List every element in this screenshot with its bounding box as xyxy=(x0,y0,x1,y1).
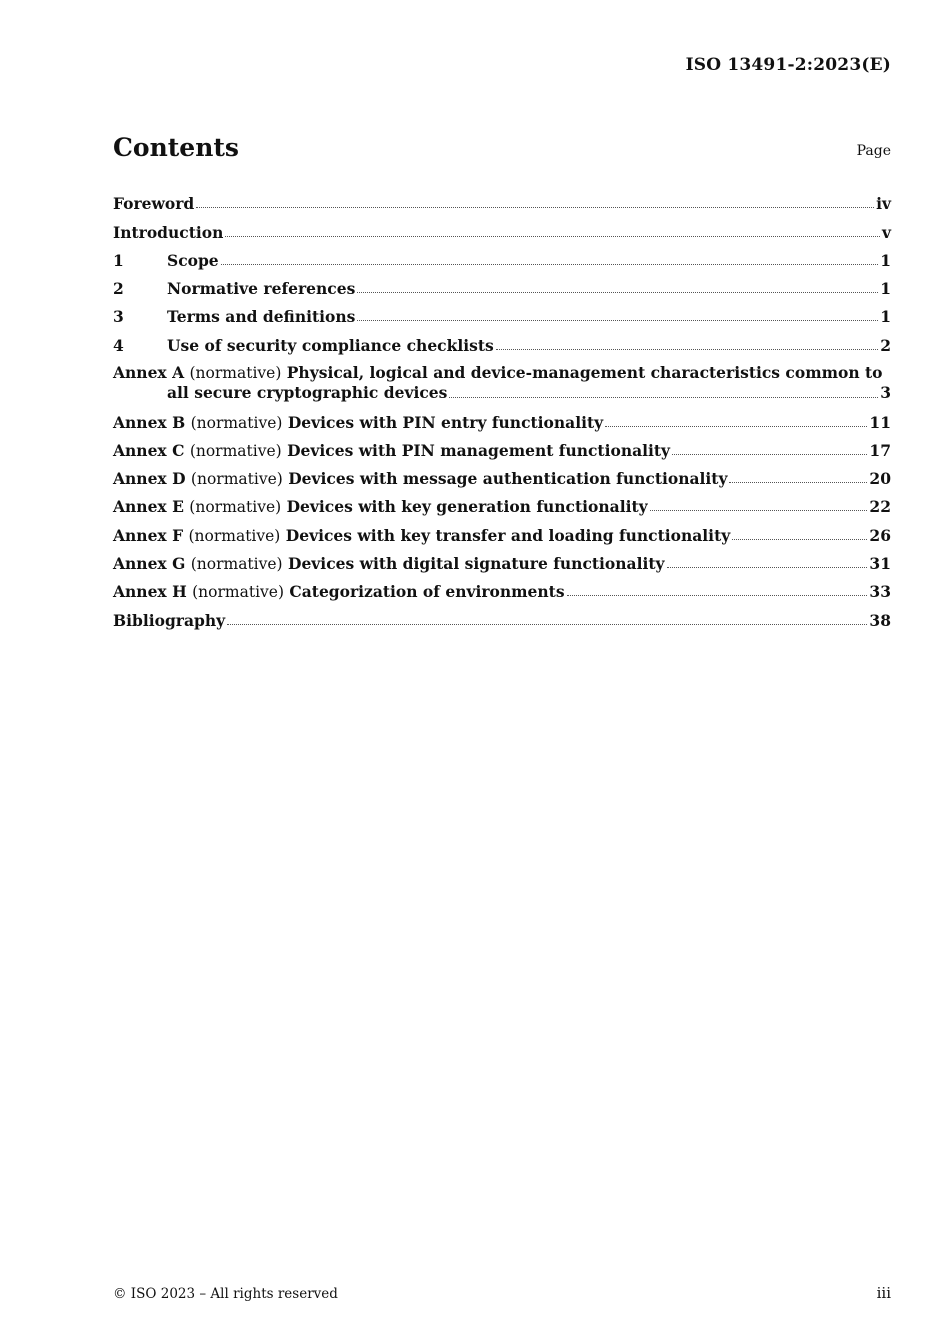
toc-entry-title[interactable]: Terms and definitions xyxy=(167,307,356,327)
toc-entry[interactable] xyxy=(113,403,891,431)
annex-qualifier: (normative) xyxy=(189,364,282,383)
toc-entry-page[interactable]: 3 xyxy=(880,383,891,403)
annex-label: Annex E xyxy=(113,497,184,517)
toc-entry-page[interactable]: 17 xyxy=(869,440,891,460)
toc-entry-title: Devices with digital signature functionality xyxy=(288,554,665,574)
toc-entry-number: 3 xyxy=(113,307,124,327)
dot-leader xyxy=(357,291,878,293)
toc-entry-page[interactable]: 1 xyxy=(880,279,891,299)
toc-entry-page[interactable]: 33 xyxy=(869,582,891,602)
toc-entry-page[interactable]: 38 xyxy=(869,610,891,630)
toc-entry-page[interactable]: iv xyxy=(876,194,891,214)
dot-leader xyxy=(496,348,878,350)
toc-entry-number: 4 xyxy=(113,335,124,355)
toc-entry[interactable] xyxy=(113,270,891,298)
toc-entry[interactable] xyxy=(113,355,891,404)
copyright-notice: © ISO 2023 – All rights reserved xyxy=(113,1286,338,1302)
toc-entry-title: Physical, logical and device-management characteristics common to xyxy=(286,363,883,383)
annex-qualifier: (normative) xyxy=(190,413,283,432)
toc-entry-page[interactable]: 2 xyxy=(880,335,891,355)
toc-entry[interactable] xyxy=(113,326,891,354)
toc-entry-title-line2 xyxy=(113,383,891,403)
dot-leader xyxy=(667,566,868,568)
toc-entry-title[interactable]: Scope xyxy=(167,250,219,270)
page-column-label: Page xyxy=(856,143,891,159)
dot-leader xyxy=(196,206,874,208)
toc-entry-page[interactable]: 31 xyxy=(869,554,891,574)
toc-entry[interactable] xyxy=(113,460,891,488)
toc-entry[interactable] xyxy=(113,601,891,629)
toc-entry-title-group[interactable] xyxy=(113,441,670,460)
dot-leader xyxy=(672,453,867,455)
toc-entry-number: 2 xyxy=(113,279,124,299)
toc-entry-page[interactable]: 11 xyxy=(869,412,891,432)
dot-leader xyxy=(605,425,867,427)
toc-entry-title-group[interactable] xyxy=(113,582,565,601)
toc-entry-title-group[interactable] xyxy=(113,526,730,545)
dot-leader xyxy=(650,509,868,511)
toc-entry[interactable] xyxy=(113,242,891,270)
toc-entry-page[interactable]: 1 xyxy=(880,307,891,327)
annex-label: Annex H xyxy=(113,582,187,602)
toc-entry[interactable] xyxy=(113,573,891,601)
dot-leader xyxy=(567,594,868,596)
dot-leader xyxy=(729,481,867,483)
annex-qualifier: (normative) xyxy=(190,555,283,574)
toc-entry[interactable] xyxy=(113,545,891,573)
toc-entry-title[interactable]: Foreword xyxy=(113,194,195,214)
toc-entry[interactable] xyxy=(113,298,891,326)
dot-leader xyxy=(357,319,878,321)
annex-label: Annex G xyxy=(113,554,186,574)
toc-entry-title: Devices with key transfer and loading functionality xyxy=(285,525,731,545)
page-number: iii xyxy=(876,1284,891,1302)
toc-entry-title: Devices with PIN entry functionality xyxy=(287,412,604,432)
toc-entry-title[interactable]: Normative references xyxy=(167,279,356,299)
annex-qualifier: (normative) xyxy=(192,583,284,602)
toc-entry-title[interactable]: Bibliography xyxy=(113,610,226,630)
toc-entry-page[interactable]: 1 xyxy=(880,250,891,270)
toc-entry-page[interactable]: 26 xyxy=(869,525,891,545)
annex-label: Annex F xyxy=(113,525,184,545)
toc-entry-title-group[interactable] xyxy=(113,469,727,488)
toc-entry-title-line1 xyxy=(113,363,891,383)
toc-entry-title-group[interactable] xyxy=(113,554,665,573)
contents-header xyxy=(113,133,891,167)
dot-leader xyxy=(227,623,867,625)
toc-entry-number: 1 xyxy=(113,250,124,270)
table-of-contents xyxy=(113,185,891,630)
toc-entry-title[interactable]: Introduction xyxy=(113,222,224,242)
toc-entry-page[interactable]: v xyxy=(881,222,891,242)
dot-leader xyxy=(449,396,878,398)
annex-label: Annex B xyxy=(113,412,186,432)
toc-entry[interactable] xyxy=(113,213,891,241)
toc-entry-page[interactable]: 20 xyxy=(869,469,891,489)
annex-qualifier: (normative) xyxy=(189,441,282,460)
toc-entry-title: Devices with key generation functionality xyxy=(286,497,648,517)
contents-title: Contents xyxy=(113,133,240,162)
dot-leader xyxy=(732,538,867,540)
toc-entry[interactable] xyxy=(113,185,891,213)
toc-entry-page[interactable]: 22 xyxy=(869,497,891,517)
annex-qualifier: (normative) xyxy=(190,470,283,489)
annex-label: Annex C xyxy=(113,440,185,460)
document-id: ISO 13491-2:2023(E) xyxy=(685,55,891,75)
toc-entry-title-group[interactable] xyxy=(113,413,603,432)
annex-label: Annex D xyxy=(113,469,186,489)
toc-entry-title: Categorization of environments xyxy=(289,582,565,602)
toc-entry-title: Devices with message authentication functionality xyxy=(288,469,728,489)
toc-entry-title[interactable]: Use of security compliance checklists xyxy=(167,335,494,355)
toc-entry[interactable] xyxy=(113,516,891,544)
annex-label: Annex A xyxy=(113,363,185,383)
dot-leader xyxy=(225,235,880,237)
dot-leader xyxy=(221,263,879,265)
toc-entry[interactable] xyxy=(113,432,891,460)
toc-entry-title: Devices with PIN management functionality xyxy=(287,440,671,460)
toc-entry-title-continued: all secure cryptographic devices xyxy=(167,383,448,403)
toc-entry-title-group[interactable] xyxy=(113,497,648,516)
annex-qualifier: (normative) xyxy=(189,498,282,517)
toc-entry[interactable] xyxy=(113,488,891,516)
annex-qualifier: (normative) xyxy=(188,526,281,545)
